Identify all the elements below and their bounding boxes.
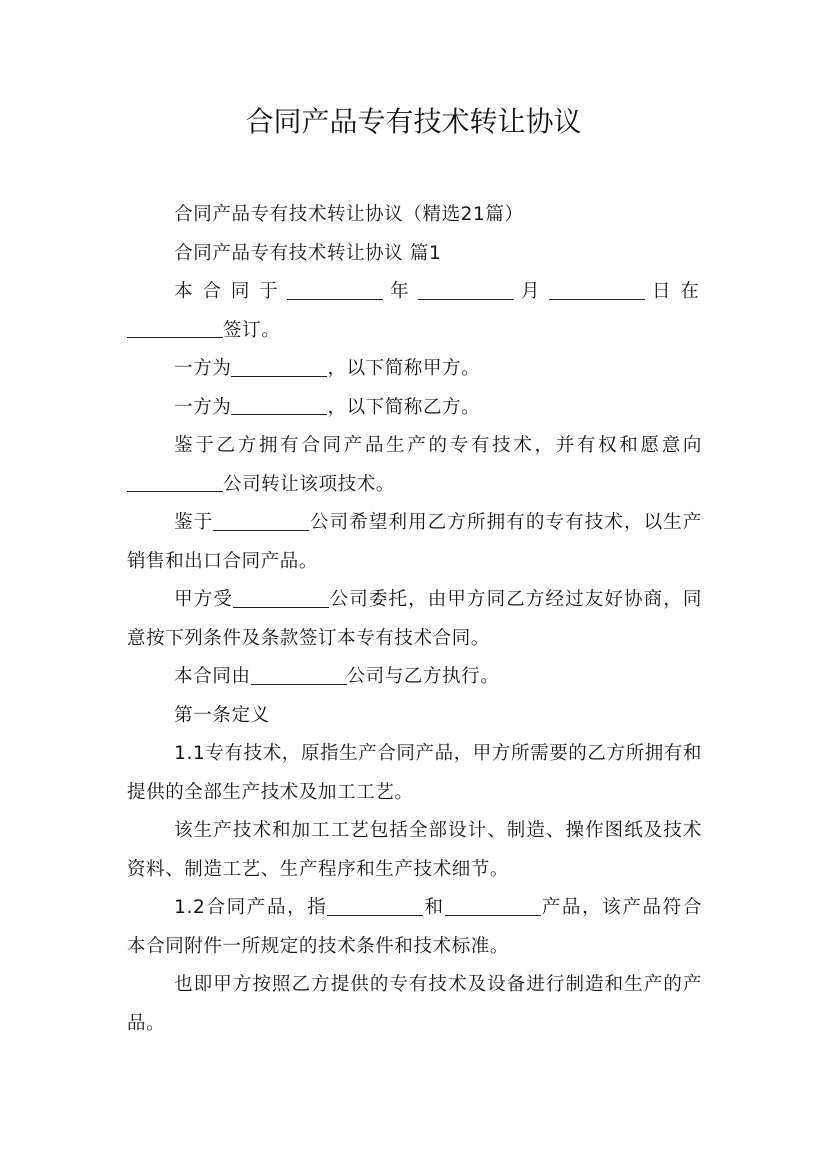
subtitle: 合同产品专有技术转让协议（精选21篇） (174, 204, 524, 225)
text: 和 (423, 897, 445, 918)
blank-field (213, 510, 309, 530)
article-heading: 第一条定义 (174, 704, 270, 726)
paragraph-definition-note: 也即甲方按照乙方提供的专有技术及设备进行制造和生产的产品。 (127, 974, 702, 1034)
text: 产品，该产品符合本合同附件一所规定的技术条件和技术标准。 (127, 897, 702, 957)
text: 一方为 (174, 358, 232, 379)
text: 鉴于 (174, 512, 214, 533)
text: 公司委托，由甲方同乙方经过友好协商，同意按下列条件及条款签订本专有技术合同。 (127, 589, 702, 649)
text: 一方为 (174, 396, 232, 418)
blank-field (287, 279, 383, 299)
text: 签订。 (223, 319, 281, 341)
text: ，以下简称乙方。 (327, 396, 481, 418)
paragraph-definition-1-1: 1.1专有技术，原指生产合同产品，甲方所需要的乙方所拥有和提供的全部生产技术及加工工艺。 (127, 743, 702, 803)
blank-field (127, 472, 223, 492)
text: ，以下简称甲方。 (327, 358, 481, 379)
blank-field (233, 587, 329, 607)
text: 公司与乙方执行。 (346, 666, 500, 687)
text: 日在 (645, 281, 703, 302)
blank-field (231, 356, 327, 376)
blank-field (251, 664, 347, 684)
blank-field (445, 895, 541, 915)
paragraph-whereas-1 (127, 427, 702, 504)
document-title: 合同产品专有技术转让协议 (245, 105, 582, 138)
paragraph-contract-date (127, 273, 702, 350)
blank-field (327, 895, 423, 915)
paragraph-entrustment (127, 581, 702, 658)
section-heading: 合同产品专有技术转让协议 篇1 (174, 242, 442, 264)
blank-field (127, 318, 223, 338)
blank-field (231, 395, 327, 415)
paragraph-party-a (127, 350, 702, 389)
text: 公司希望利用乙方所拥有的专有技术，以生产销售和出口合同产品。 (127, 512, 702, 572)
paragraph-whereas-2 (127, 504, 702, 581)
text: 公司转让该项技术。 (223, 473, 395, 495)
text: 年 (383, 281, 419, 302)
blank-field (418, 279, 514, 299)
text: 本合同由 (174, 666, 251, 687)
text: 本合同于 (174, 281, 288, 302)
document-body (127, 196, 702, 1043)
paragraph-party-b (127, 389, 702, 428)
text: 1.2合同产品，指 (174, 897, 328, 918)
paragraph-definition-1-2 (127, 889, 702, 966)
text: 鉴于乙方拥有合同产品生产的专有技术，并有权和愿意向 (174, 435, 702, 456)
paragraph-execution (127, 658, 702, 697)
paragraph-definition-detail: 该生产技术和加工工艺包括全部设计、制造、操作图纸及技术资料、制造工艺、生产程序和生产技术细节。 (127, 820, 702, 880)
text: 月 (514, 281, 550, 302)
blank-field (549, 279, 645, 299)
text: 甲方受 (174, 589, 234, 610)
